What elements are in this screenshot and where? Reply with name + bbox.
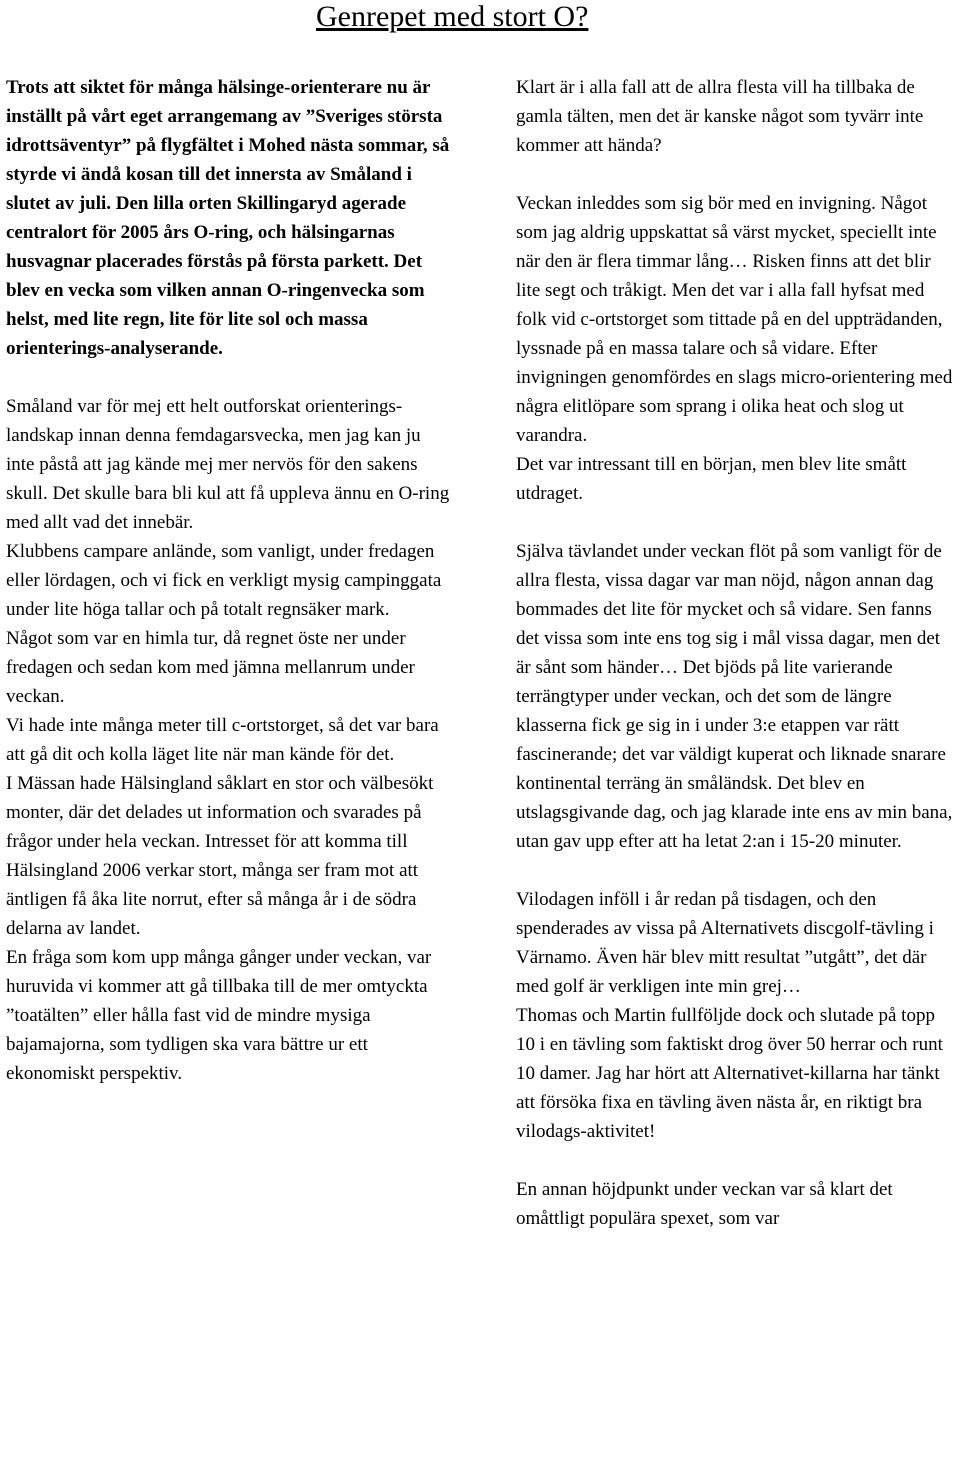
- body-paragraph: Något som var en himla tur, då regnet öste ner under fredagen och sedan kom med jämna mellanrum under veckan.: [6, 628, 415, 707]
- body-paragraph: Klubbens campare anlände, som vanligt, under fredagen eller lördagen, och vi fick en verkligt mysig campinggata under lite höga tallar och på totalt regnsäker mark.: [6, 541, 442, 620]
- body-paragraph: Vi hade inte många meter till c-ortstorget, så det var bara att gå dit och kolla läget lite när man kände för det.: [6, 715, 439, 765]
- body-paragraph: Veckan inleddes som sig bör med en invigning. Något som jag aldrig uppskattat så värst mycket, speciellt inte när den är flera timmar lång… Risken finns att det blir lite segt och tråkigt. Men det var i alla fall hyfsat med folk vid c-ortstorget som tittade på en del uppträdanden, lyssnade på en massa talare och så vidare. Efter invigningen genomfördes en slags micro-orientering med några elitlöpare som sprang i olika heat och slog ut varandra.: [516, 193, 953, 446]
- body-paragraph: En annan höjdpunkt under veckan var så klart det omåttligt populära spexet, som var: [516, 1179, 893, 1229]
- body-paragraph: En fråga som kom upp många gånger under veckan, var huruvida vi kommer att gå tillbaka till de mer omtyckta ”toatälten” eller hålla fast vid de mindre mysiga bajamajorna, som tydligen ska vara bättre ur ett ekonomiskt perspektiv.: [6, 947, 432, 1084]
- article-title: Genrepet med stort O?: [316, 0, 589, 33]
- body-paragraph: Småland var för mej ett helt outforskat orienterings-landskap innan denna femdagarsvecka, men jag kan ju inte påstå att jag kände mej mer nervös för den sakens skull. Det skulle bara bli kul att få uppleva ännu en O-ring med allt vad det innebär.: [6, 396, 450, 533]
- body-paragraph: Thomas och Martin fullföljde dock och slutade på topp 10 i en tävling som faktiskt drog över 50 herrar och runt 10 damer. Jag har hört att Alternativet-killarna har tänkt att försöka fixa en tävling även nästa år, en riktigt bra vilodags-aktivitet!: [516, 1005, 943, 1142]
- body-paragraph: Klart är i alla fall att de allra flesta vill ha tillbaka de gamla tälten, men det är kanske något som tyvärr inte kommer att hända?: [516, 77, 924, 156]
- body-paragraph: Det var intressant till en början, men blev lite smått utdraget.: [516, 454, 907, 504]
- body-paragraph: Vilodagen inföll i år redan på tisdagen, och den spenderades av vissa på Alternativets discgolf-tävling i Värnamo. Även här blev mitt resultat ”utgått”, det där med golf är verkligen inte min grej…: [516, 889, 934, 997]
- lead-paragraph: Trots att siktet för många hälsinge-orienterare nu är inställt på vårt eget arrangemang av ”Sveriges största idrottsäventyr” på flygfältet i Mohed nästa sommar, så styrde vi ändå kosan till det innersta av Småland i slutet av juli. Den lilla orten Skillingaryd agerade centralort för 2005 års O-ring, och hälsingarnas husvagnar placerades förstås på första parkett. Det blev en vecka som vilken annan O-ringenvecka som helst, med lite regn, lite för lite sol och massa orienterings-analyserande.: [6, 77, 450, 359]
- left-column: [6, 73, 452, 1088]
- right-column: [516, 73, 956, 1233]
- body-paragraph: Själva tävlandet under veckan flöt på som vanligt för de allra flesta, vissa dagar var man nöjd, någon annan dag bommades det lite för mycket och så vidare. Sen fanns det vissa som inte ens tog sig i mål vissa dagar, men det är sånt som händer… Det bjöds på lite varierande terrängtyper under veckan, och det som de längre klasserna fick ge sig in i under 3:e etappen var rätt fascinerande; det var väldigt kuperat och liknade snarare kontinental terräng än småländsk. Det blev en utslagsgivande dag, och jag klarade inte ens av min bana, utan gav upp efter att ha letat 2:an i 15-20 minuter.: [516, 541, 953, 852]
- body-paragraph: I Mässan hade Hälsingland såklart en stor och välbesökt monter, där det delades ut information och svarades på frågor under hela veckan. Intresset för att komma till Hälsingland 2006 verkar stort, många ser fram mot att äntligen få åka lite norrut, efter så många år i de södra delarna av landet.: [6, 773, 434, 939]
